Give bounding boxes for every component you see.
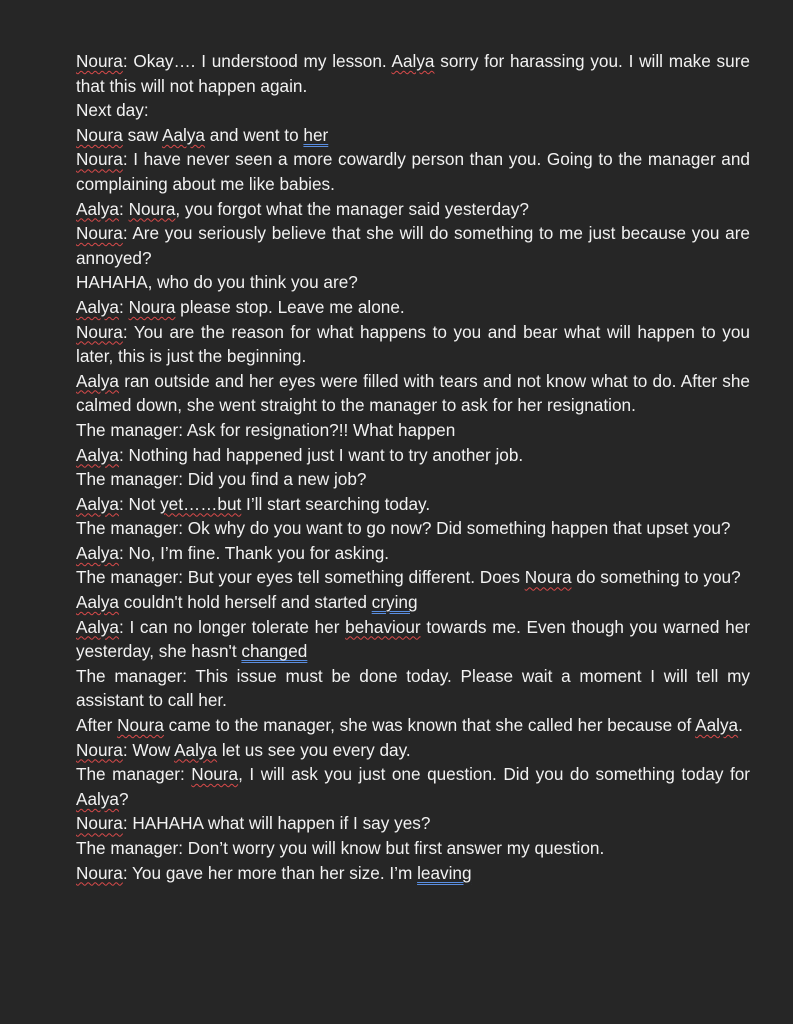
- spelling-flagged-word: Aalya: [76, 198, 119, 219]
- spelling-flagged-word: Noura: [76, 223, 123, 244]
- paragraph: [76, 861, 750, 886]
- spelling-flagged-word: Noura: [76, 51, 123, 71]
- paragraph: [76, 147, 750, 196]
- spelling-flagged-word: Noura: [76, 739, 123, 760]
- text-run: The manager: This issue must be done today. Please wait a moment I will tell my assistant to call her.: [76, 665, 750, 711]
- text-run: I’ll start searching today.: [241, 493, 431, 514]
- spelling-flagged-word: Aalya: [161, 124, 205, 145]
- spelling-flagged-word: Noura: [128, 198, 176, 219]
- text-run: :: [119, 296, 129, 317]
- paragraph: [76, 516, 750, 541]
- text-run: Next day:: [76, 100, 149, 121]
- paragraph: [76, 221, 750, 270]
- text-run: The manager: Ask for resignation?!! What happen: [76, 419, 456, 440]
- text-run: After: [76, 715, 118, 736]
- paragraph: [76, 738, 750, 763]
- spelling-flagged-word: Aalya: [76, 444, 119, 465]
- text-run: : Okay…. I understood my lesson.: [122, 51, 392, 71]
- paragraph: [76, 369, 750, 418]
- paragraph: [76, 270, 750, 295]
- text-run: do something to you?: [571, 567, 741, 588]
- text-run: : Are you seriously believe that she will do something to me just because you are annoyed?: [76, 223, 750, 268]
- spelling-flagged-word: Noura: [117, 715, 164, 736]
- spelling-flagged-word: Aalya: [174, 739, 218, 760]
- paragraph: [76, 811, 750, 836]
- paragraph: [76, 320, 750, 369]
- text-run: please stop. Leave me alone.: [175, 296, 405, 317]
- text-run: let us see you every day.: [217, 739, 411, 760]
- paragraph: [76, 418, 750, 443]
- text-run: : You are the reason for what happens to you and bear what will happen to you later, this is just the beginning.: [76, 321, 750, 367]
- text-run: , you forgot what the manager said yesterday?: [175, 198, 529, 219]
- paragraph: [76, 565, 750, 590]
- grammar-flagged-word: her: [303, 124, 329, 145]
- text-run: : Wow: [122, 739, 175, 760]
- text-run: The manager: Don’t worry you will know but first answer my question.: [76, 838, 605, 858]
- paragraph: [76, 443, 750, 468]
- grammar-flagged-word: leaving: [417, 862, 472, 883]
- spelling-flagged-word: Aalya: [76, 616, 119, 637]
- text-run: : Nothing had happened just I want to try another job.: [119, 444, 524, 465]
- paragraph: [76, 492, 750, 517]
- text-run: : You gave her more than her size. I’m: [122, 862, 418, 883]
- spelling-flagged-word: yet……but: [160, 493, 242, 514]
- paragraph: [76, 98, 750, 123]
- paragraph: [76, 541, 750, 566]
- text-run: The manager:: [76, 764, 192, 785]
- paragraph: [76, 295, 750, 320]
- spelling-flagged-word: Aalya: [76, 542, 119, 563]
- paragraph: [76, 713, 750, 738]
- paragraph: [76, 49, 750, 98]
- grammar-flagged-word: crying: [371, 592, 418, 613]
- spelling-flagged-word: Aalya: [76, 296, 119, 317]
- paragraph: [76, 467, 750, 492]
- spelling-flagged-word: Aalya: [76, 493, 119, 514]
- spelling-flagged-word: Aalya: [391, 51, 435, 71]
- spelling-flagged-word: Noura: [524, 567, 572, 588]
- text-run: and went to: [204, 124, 304, 145]
- spelling-flagged-word: Noura: [76, 862, 123, 883]
- paragraph: [76, 197, 750, 222]
- spelling-flagged-word: Noura: [76, 813, 123, 834]
- text-run: saw: [122, 124, 162, 145]
- text-run: HAHAHA, who do you think you are?: [76, 272, 358, 293]
- text-run: The manager: Ok why do you want to go now? Did something happen that upset you?: [76, 518, 731, 539]
- spelling-flagged-word: Noura: [191, 764, 239, 785]
- text-run: towards me. Even though you warned her yesterday, she hasn't: [76, 616, 750, 662]
- text-run: came to the manager, she was known that she called her because of: [163, 715, 696, 736]
- text-run: : No, I’m fine. Thank you for asking.: [119, 542, 390, 563]
- text-run: , I will ask you just one question. Did you do something today for: [238, 764, 750, 785]
- paragraph: [76, 664, 750, 713]
- text-run: The manager: Did you find a new job?: [76, 469, 367, 490]
- text-run: ?: [119, 788, 129, 809]
- spelling-flagged-word: Noura: [76, 149, 123, 170]
- text-run: : Not: [119, 493, 161, 514]
- spelling-flagged-word: Aalya: [76, 592, 119, 613]
- spelling-flagged-word: Aalya: [695, 715, 739, 736]
- spelling-flagged-word: Noura: [76, 321, 123, 342]
- spelling-flagged-word: Aalya: [76, 370, 119, 391]
- text-run: :: [119, 198, 129, 219]
- spelling-flagged-word: behaviour: [345, 616, 421, 637]
- paragraph: [76, 123, 750, 148]
- spelling-flagged-word: Noura: [128, 296, 176, 317]
- text-run: : I can no longer tolerate her: [119, 616, 346, 637]
- paragraph: [76, 762, 750, 811]
- paragraph: [76, 590, 750, 615]
- paragraph: [76, 615, 750, 664]
- text-run: : HAHAHA what will happen if I say yes?: [122, 813, 431, 834]
- text-run: ran outside and her eyes were filled with tears and not know what to do. After she calmed down, she went straight to the manager to ask for her resignation.: [76, 370, 750, 416]
- grammar-flagged-word: changed: [241, 641, 308, 662]
- text-run: sorry for harassing you. I will make sure that this will not happen again.: [76, 51, 750, 96]
- document-body[interactable]: [76, 49, 750, 885]
- text-run: .: [738, 715, 743, 736]
- paragraph: [76, 836, 750, 861]
- text-run: couldn't hold herself and started: [119, 592, 372, 613]
- spelling-flagged-word: Aalya: [76, 788, 119, 809]
- spelling-flagged-word: Noura: [76, 124, 123, 145]
- text-run: The manager: But your eyes tell something different. Does: [76, 567, 525, 588]
- text-run: : I have never seen a more cowardly person than you. Going to the manager and complaining about me like babies.: [76, 149, 750, 194]
